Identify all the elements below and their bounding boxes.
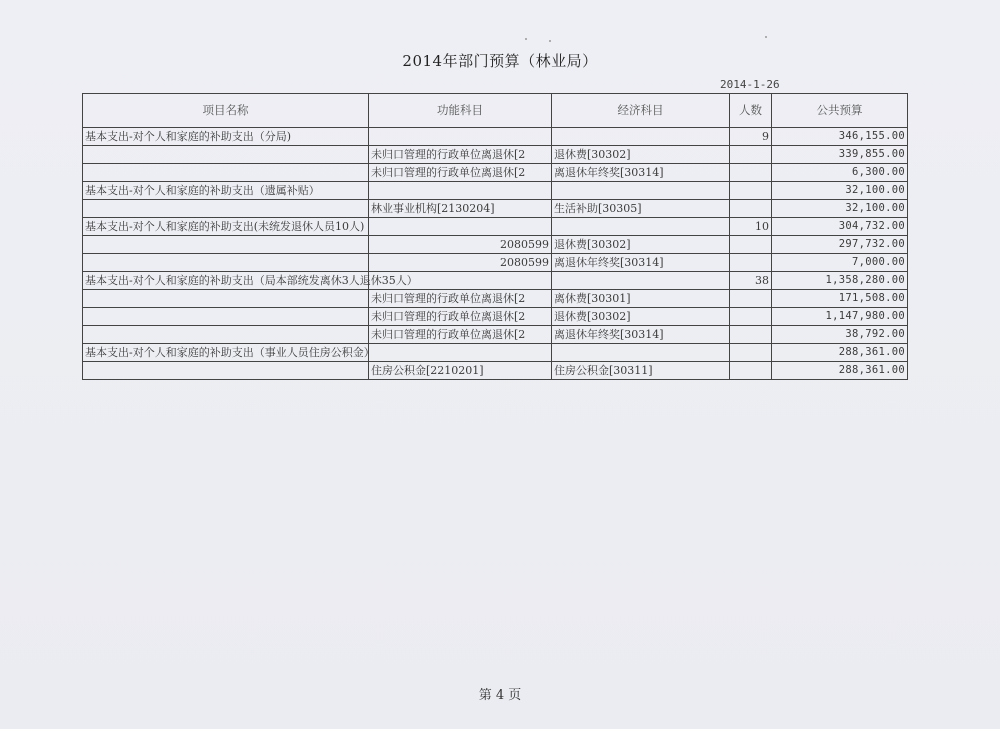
page-number: 第 4 页 [478,688,522,703]
cell-project-name [83,236,369,254]
cell-public-budget: 38,792.00 [772,326,908,344]
table-row [83,182,908,200]
cell-function-subject [369,182,552,200]
table-row [83,344,908,362]
cell-economic-subject: 退休费[30302] [552,236,730,254]
cell-function-subject: 未归口管理的行政单位离退休[2 [369,164,552,182]
cell-public-budget: 288,361.00 [772,344,908,362]
cell-public-budget: 288,361.00 [772,362,908,380]
table-row [83,308,908,326]
cell-headcount [730,326,772,344]
header-economic-subject: 经济科目 [552,94,730,128]
cell-economic-subject [552,272,730,290]
cell-headcount [730,290,772,308]
cell-headcount [730,254,772,272]
cell-economic-subject: 住房公积金[30311] [552,362,730,380]
cell-economic-subject: 离退休年终奖[30314] [552,326,730,344]
cell-headcount: 10 [730,218,772,236]
cell-headcount: 38 [730,272,772,290]
cell-public-budget: 297,732.00 [772,236,908,254]
cell-project-name [83,146,369,164]
cell-economic-subject: 退休费[30302] [552,308,730,326]
cell-economic-subject [552,344,730,362]
cell-function-subject: 林业事业机构[2130204] [369,200,552,218]
table-header-row [83,94,908,128]
cell-public-budget: 1,358,280.00 [772,272,908,290]
cell-economic-subject: 离休费[30301] [552,290,730,308]
cell-public-budget: 32,100.00 [772,182,908,200]
table-row [83,218,908,236]
cell-economic-subject: 离退休年终奖[30314] [552,164,730,182]
cell-function-subject [369,218,552,236]
table-row [83,272,908,290]
cell-headcount [730,200,772,218]
scan-speck [525,38,527,40]
cell-public-budget: 339,855.00 [772,146,908,164]
budget-table-body [83,128,908,380]
cell-project-name: 基本支出-对个人和家庭的补助支出（遗属补贴） [83,182,369,200]
cell-headcount [730,164,772,182]
cell-economic-subject [552,218,730,236]
table-row [83,164,908,182]
cell-project-name [83,164,369,182]
cell-headcount [730,146,772,164]
cell-function-subject: 2080599 [369,254,552,272]
cell-project-name [83,200,369,218]
cell-function-subject [369,128,552,146]
cell-economic-subject [552,182,730,200]
table-row [83,326,908,344]
cell-economic-subject: 退休费[30302] [552,146,730,164]
table-row [83,254,908,272]
cell-public-budget: 304,732.00 [772,218,908,236]
table-row [83,128,908,146]
cell-headcount [730,308,772,326]
cell-economic-subject: 离退休年终奖[30314] [552,254,730,272]
cell-headcount [730,362,772,380]
cell-public-budget: 32,100.00 [772,200,908,218]
cell-economic-subject: 生活补助[30305] [552,200,730,218]
cell-project-name: 基本支出-对个人和家庭的补助支出（事业人员住房公积金） [83,344,369,362]
cell-public-budget: 6,300.00 [772,164,908,182]
cell-economic-subject [552,128,730,146]
cell-headcount: 9 [730,128,772,146]
cell-function-subject: 未归口管理的行政单位离退休[2 [369,290,552,308]
table-row [83,236,908,254]
cell-project-name: 基本支出-对个人和家庭的补助支出（分局) [83,128,369,146]
table-row [83,146,908,164]
cell-project-name [83,308,369,326]
header-project-name: 项目名称 [83,94,369,128]
cell-function-subject: 未归口管理的行政单位离退休[2 [369,326,552,344]
cell-project-name [83,254,369,272]
cell-project-name [83,362,369,380]
cell-project-name: 基本支出-对个人和家庭的补助支出（局本部统发离休3人退休35人） [83,272,369,290]
cell-function-subject: 2080599 [369,236,552,254]
cell-headcount [730,344,772,362]
document-title: 2014年部门预算（林业局） [402,52,598,70]
header-headcount: 人数 [730,94,772,128]
budget-table [82,93,908,380]
cell-public-budget: 7,000.00 [772,254,908,272]
cell-project-name: 基本支出-对个人和家庭的补助支出(未统发退休人员10人) [83,218,369,236]
header-function-subject: 功能科目 [369,94,552,128]
table-row [83,200,908,218]
cell-headcount [730,236,772,254]
cell-function-subject: 未归口管理的行政单位离退休[2 [369,308,552,326]
table-row [83,362,908,380]
table-row [83,290,908,308]
cell-function-subject: 未归口管理的行政单位离退休[2 [369,146,552,164]
cell-project-name [83,326,369,344]
cell-public-budget: 346,155.00 [772,128,908,146]
scan-speck [549,40,551,42]
cell-headcount [730,182,772,200]
cell-project-name [83,290,369,308]
cell-public-budget: 171,508.00 [772,290,908,308]
document-date: 2014-1-26 [720,78,780,91]
cell-public-budget: 1,147,980.00 [772,308,908,326]
cell-function-subject: 住房公积金[2210201] [369,362,552,380]
header-public-budget: 公共预算 [772,94,908,128]
scan-speck [765,36,767,38]
cell-function-subject [369,344,552,362]
